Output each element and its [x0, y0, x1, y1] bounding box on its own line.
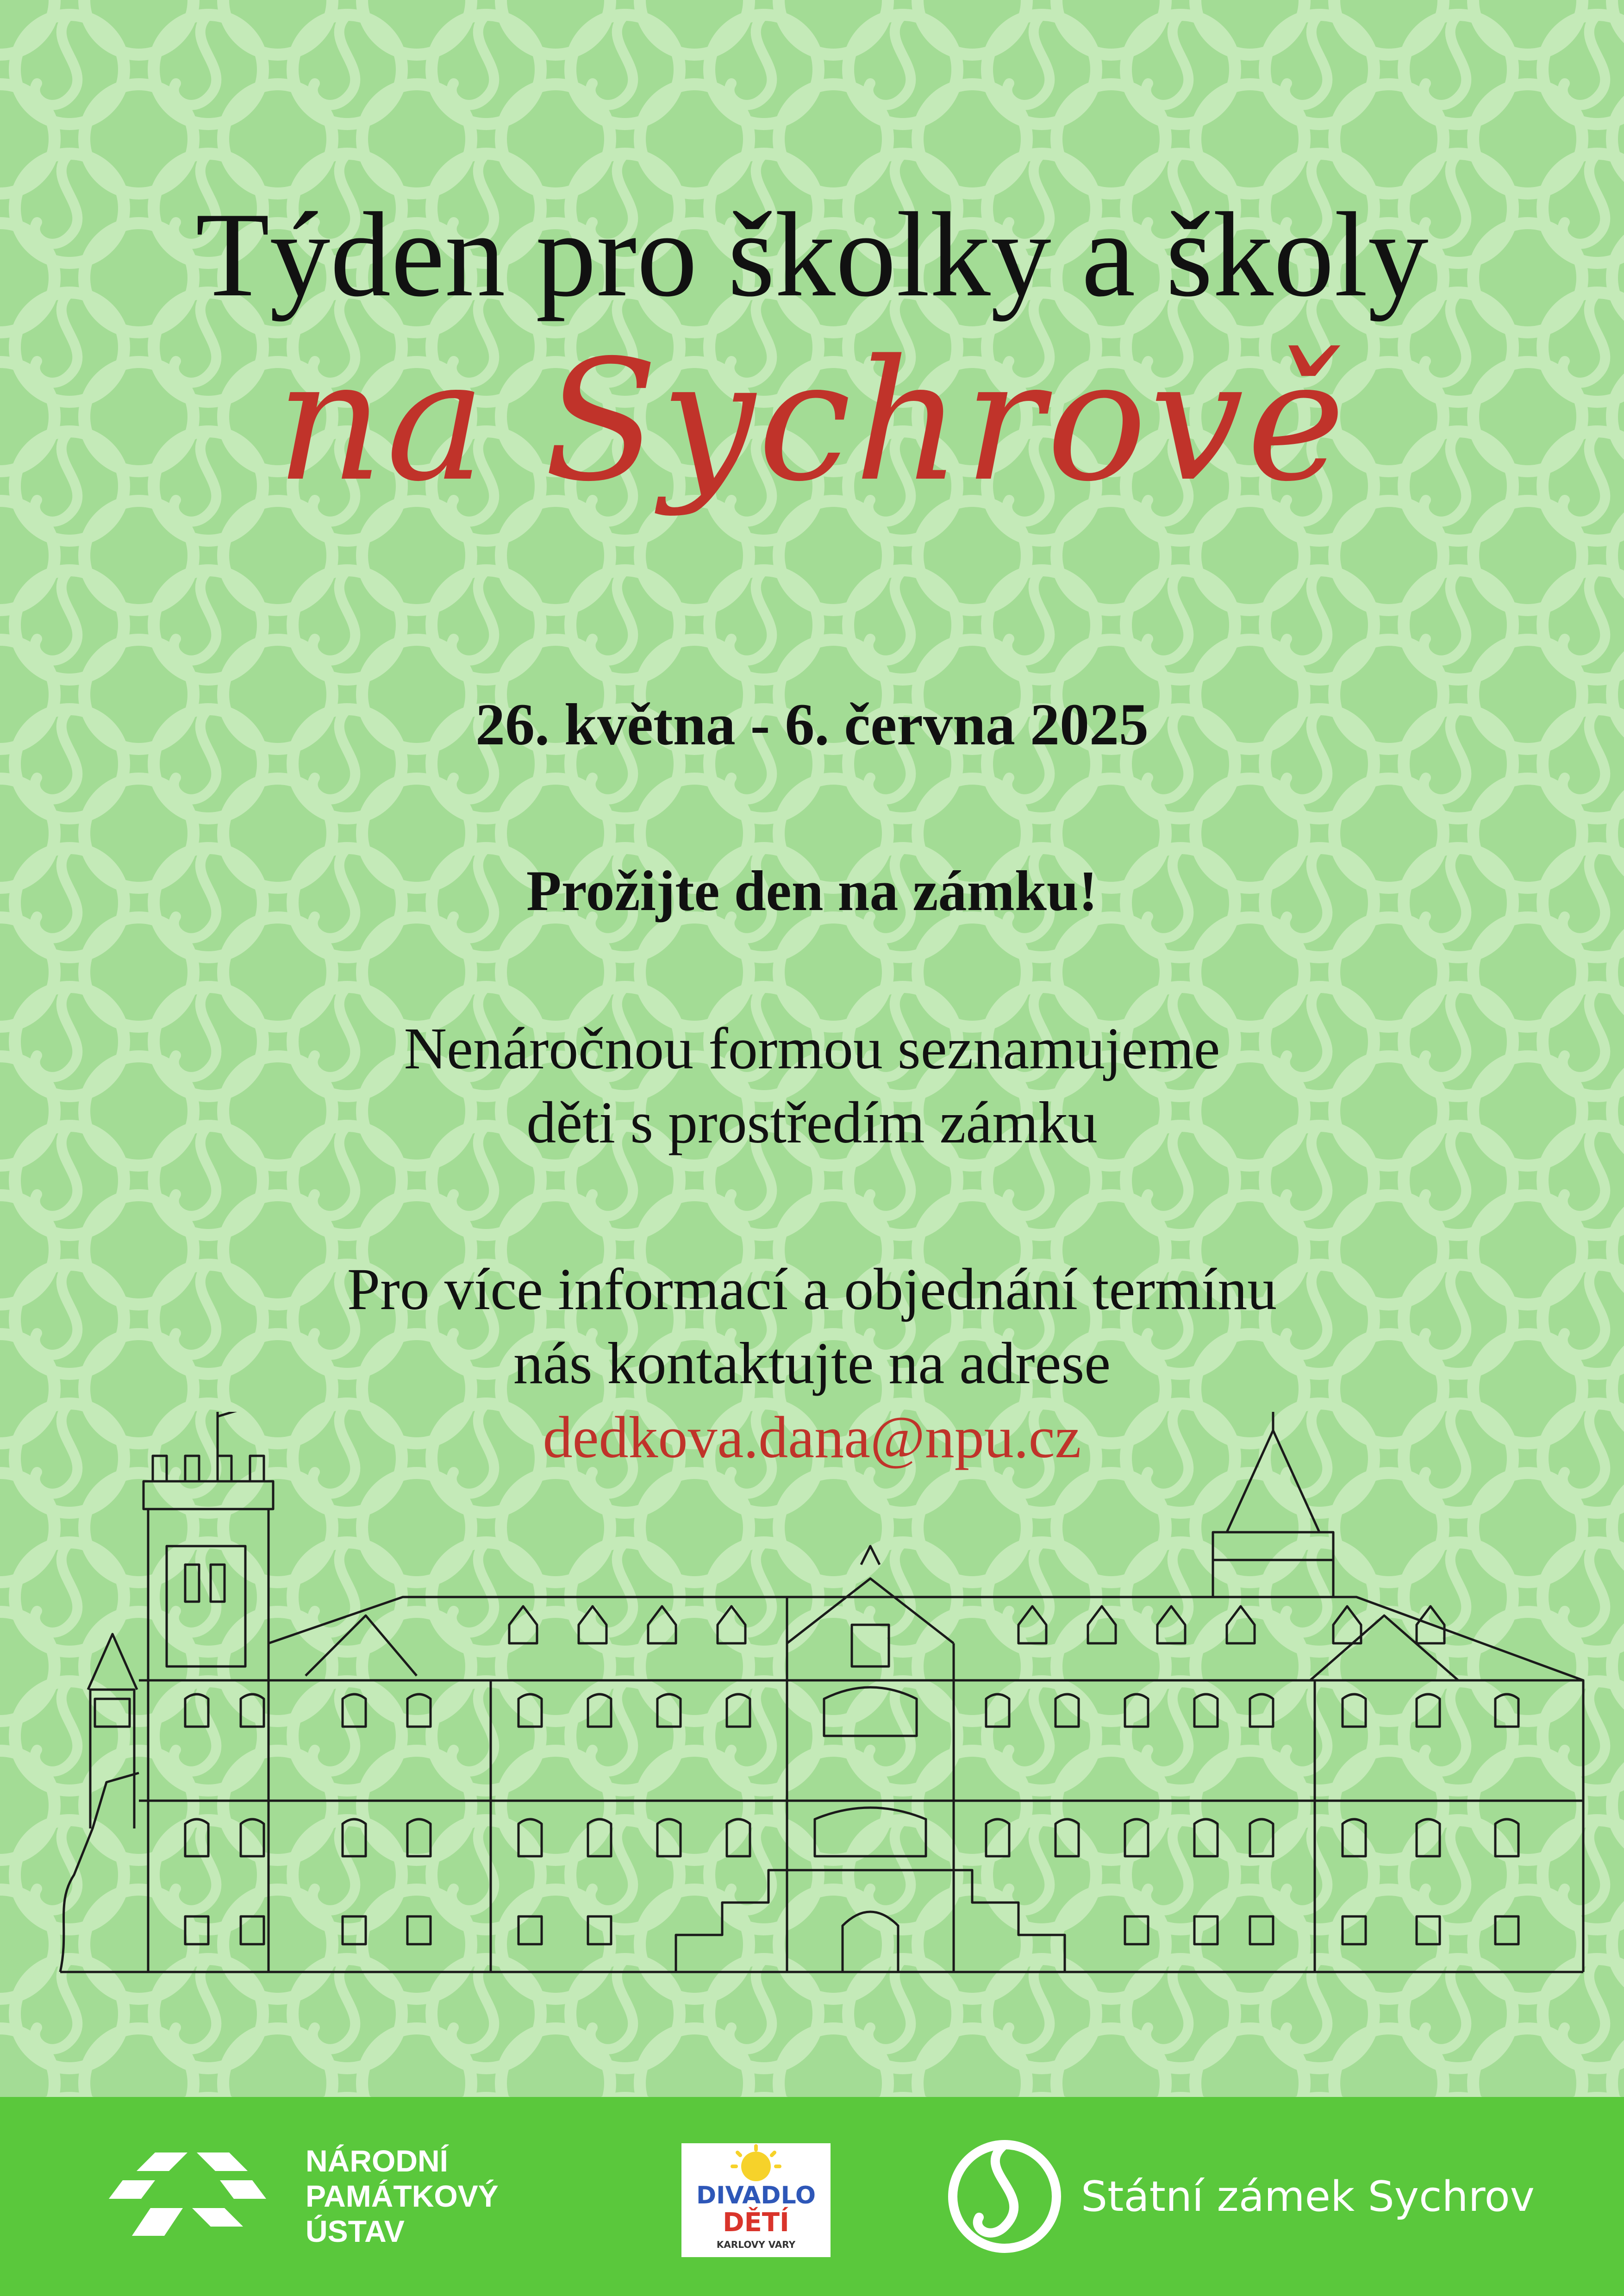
title-line-2: na Sychrově [276, 324, 1348, 518]
sychrov-swirl-logo-icon [944, 2134, 1065, 2259]
npu-logo-icon [100, 2148, 275, 2240]
divadlo-deti-logo-icon [681, 2143, 831, 2257]
title-line-1: Týden pro školky a školy [195, 187, 1429, 322]
contact-line-1: Pro více informací a objednání termínu [347, 1256, 1277, 1322]
deti-word: DĚTÍ [723, 2208, 789, 2238]
castle-illustration [0, 1412, 1624, 2023]
description-line-1: Nenáročnou formou seznamujeme [404, 1016, 1220, 1081]
event-date: 26. května - 6. června 2025 [475, 692, 1149, 757]
sychrov-label: Státní zámek Sychrov [1081, 2172, 1535, 2221]
karlovy-vary-word: KARLOVY VARY [716, 2239, 796, 2250]
contact-email-link[interactable]: dedkova.dana@npu.cz [543, 1404, 1081, 1470]
divadlo-word: DIVADLO [696, 2182, 816, 2209]
npu-line-2: PAMÁTKOVÝ [306, 2179, 499, 2213]
tagline: Prožijte den na zámku! [526, 859, 1098, 923]
contact-line-2: nás kontaktujte na adrese [513, 1330, 1111, 1396]
npu-name [306, 2143, 499, 2249]
npu-line-3: ÚSTAV [306, 2214, 405, 2248]
npu-line-1: NÁRODNÍ [306, 2144, 448, 2178]
footer-bar [0, 2097, 1624, 2296]
description-line-2: děti s prostředím zámku [526, 1090, 1098, 1155]
